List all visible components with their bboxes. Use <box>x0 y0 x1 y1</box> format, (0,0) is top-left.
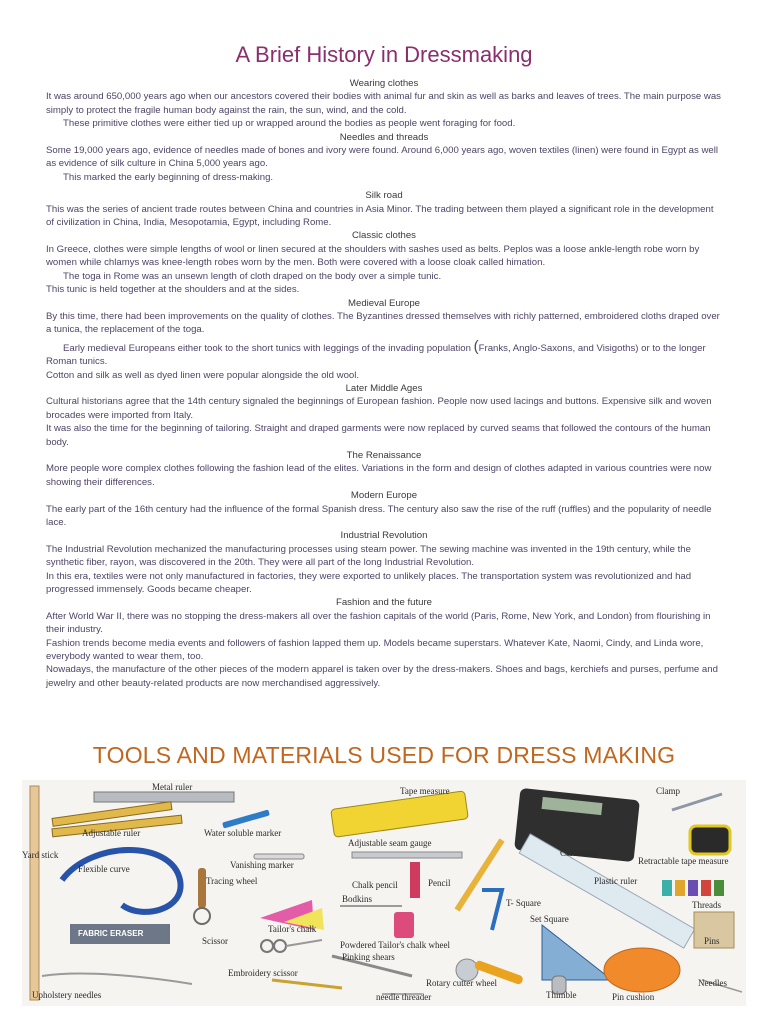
clamp-icon <box>672 794 722 810</box>
tool-label: Thimble <box>546 990 577 1000</box>
paragraph: After World War II, there was no stopping the dress-makers all over the fashion capitals of the world (Paris, Rome, New York, and London) from flourishing in their industry. <box>46 610 711 636</box>
tool-label: T- Square <box>506 898 541 908</box>
tool-label: Metal ruler <box>152 782 193 792</box>
tool-label: FABRIC ERASER <box>78 929 144 938</box>
water-soluble-marker-icon <box>222 810 270 829</box>
paragraph: More people wore complex clothes following the fashion lead of the elites. Variations in the form and design of clothes adapted in various countries were now showing their differences. <box>46 463 712 488</box>
tool-label: Scissor <box>202 936 229 946</box>
tools-illustration <box>22 780 746 1006</box>
chalk-pencil-icon <box>410 862 420 898</box>
section-heading: Classic clothes <box>352 230 416 242</box>
tool-label: Tape measure <box>400 786 450 796</box>
tool-label: Pin cushion <box>612 992 655 1002</box>
paragraph: In Greece, clothes were simple lengths of wool or linen secured at the shoulders with sashes used as belts. Peplos was a loose ankle-length robe worn by women while chlamys was knee-length robes worn by the men. Both were covered with a loose cloak called himation. <box>46 243 700 269</box>
paragraph: This tunic is held together at the shoulders and at the sides. <box>46 284 300 296</box>
section-heading: Medieval Europe <box>348 297 420 309</box>
scissor-icon <box>261 940 322 952</box>
paragraph: Fashion trends become media events and followers of fashion lapped them up. Models became superstars. Whatever Kate, Naomi, Cindy, and Linda wore, everybody wanted to wear them, too. <box>46 637 704 663</box>
tool-label: needle threader <box>376 992 432 1002</box>
tool-label: Water soluble marker <box>204 828 282 838</box>
paragraph: It was around 650,000 years ago when our ancestors covered their bodies with animal fur and skin as well as barks and leaves of trees. The main purpose was simply to protect the fragile human body against the rain, the sun, wind, and the cold. <box>46 91 721 116</box>
paragraph: Cultural historians agree that the 14th century signaled the beginnings of European fashion. People now used lacings and buttons. Expensive silk and woven brocades were imported from Italy. <box>46 396 712 421</box>
paragraph: It was also the time for the beginning of tailoring. Straight and draped garments were now replaced by curved seams that followed the contours of the human body. <box>46 423 711 448</box>
tool-label: Powdered Tailor's chalk wheel <box>340 940 451 950</box>
section-heading: Later Middle Ages <box>345 382 423 394</box>
tool-label: Flexible curve <box>78 864 130 874</box>
set-square-icon <box>542 925 612 980</box>
section-heading: Silk road <box>365 190 403 202</box>
paragraph-part: Franks, Anglo-Saxons, and Visigoths) or to the longer Roman tunics. <box>46 342 706 368</box>
adjustable-seam-gauge-icon <box>352 852 462 858</box>
tool-label: Yard stick <box>22 850 59 860</box>
tool-label: Set Square <box>530 914 569 924</box>
tool-label: Adjustable ruler <box>82 828 141 838</box>
vanishing-marker-icon <box>254 854 304 859</box>
upholstery-needles-icon <box>42 974 192 984</box>
tool-label: Needles <box>698 978 727 988</box>
paragraph <box>46 337 722 369</box>
paragraph: Cotton and silk as well as dyed linen were popular alongside the old wool. <box>46 369 360 381</box>
tool-label: Plastic ruler <box>594 876 638 886</box>
paragraph: The Industrial Revolution mechanized the manufacturing processes using steam power. The sewing machine was invented in the 19th century, while the synthetic fiber, rayon, was discovered in the 20th. They were all part of the long Industrial Revolution. <box>46 543 691 569</box>
paragraph: This was the series of ancient trade routes between China and countries in Asia Minor. The trading between them played a significant role in the development of civilization in China, India, Mesopotamia, Egypt, including Rome. <box>46 203 714 229</box>
tool-label: Tracing wheel <box>206 876 258 886</box>
tool-label: Chalk pencil <box>352 880 398 890</box>
paragraph: Nowadays, the manufacture of the other pieces of the modern apparel is taken over by the dress-makers. Shoes and bags, kerchiefs and purses, perfume and jewelry and other beauty-related products are now merchandised aggressively. <box>46 664 718 689</box>
paragraph-part: Early medieval Europeans either took to the short tunics with leggings of the invading population <box>63 342 471 354</box>
tool-label: Bodkins <box>342 894 373 904</box>
tool-label: Clamp <box>656 786 680 796</box>
tool-label: Tailor's chalk <box>268 924 317 934</box>
paragraph: In this era, textiles were not only manufactured in factories, they were exported to unlikely places. The transportation system was revolutionized and had progressed immensely. Goods became cheaper. <box>46 570 692 596</box>
paragraph: The toga in Rome was an unsewn length of cloth draped on the body over a simple tunic. <box>63 270 442 282</box>
threads-icon <box>662 880 724 896</box>
flexible-curve-icon <box>62 850 181 912</box>
section-heading: Needles and threads <box>339 131 429 143</box>
tools-collage <box>22 780 746 1006</box>
paragraph: The early part of the 16th century had the influence of the formal Spanish dress. The century also saw the rise of the ruff (ruffles) and the popularity of needle lace. <box>46 503 712 528</box>
paragraph: By this time, there had been improvements on the quality of clothes. The Byzantines dressed themselves with richly patterned, embroidered cloths draped over a tunica, the replacement of the toga. <box>46 310 720 336</box>
tool-label: Retractable tape measure <box>638 856 729 866</box>
section-heading: Modern Europe <box>350 490 418 502</box>
tool-label: Pins <box>704 936 720 946</box>
tool-label: Rotary cutter wheel <box>426 978 497 988</box>
tool-label: Threads <box>692 900 721 910</box>
retractable-tape-measure-icon <box>690 826 730 854</box>
metal-ruler-icon <box>94 792 234 802</box>
tool-label: Vanishing marker <box>230 860 294 870</box>
tool-label: Adjustable seam gauge <box>348 838 432 848</box>
tool-label: Pencil <box>428 878 451 888</box>
tool-label: Upholstery needles <box>32 990 102 1000</box>
t-square-icon <box>482 890 502 930</box>
paragraph: These primitive clothes were either tied up or wrapped around the bodies as people went foraging for food. <box>63 118 516 130</box>
section-heading: The Renaissance <box>346 449 422 461</box>
tape-measure-icon <box>331 791 469 838</box>
paragraph: This marked the early beginning of dress-making. <box>63 171 274 183</box>
embroidery-scissor-icon <box>272 980 342 988</box>
tool-label: Calculator <box>560 848 598 858</box>
section-heading: Wearing clothes <box>349 78 419 89</box>
section-heading: Fashion and the future <box>335 597 432 609</box>
section-heading: Industrial Revolution <box>340 530 428 542</box>
history-body <box>46 77 722 690</box>
tool-label: Pinking shears <box>342 952 395 962</box>
tools-heading: TOOLS AND MATERIALS USED FOR DRESS MAKING <box>92 742 676 768</box>
yard-stick-icon <box>30 786 39 1000</box>
pin-cushion-icon <box>604 948 680 992</box>
page-title: A Brief History in Dressmaking <box>235 42 533 67</box>
paragraph: Some 19,000 years ago, evidence of needles made of bones and ivory were found. Around 6,000 years ago, woven textiles (linen) were found in Egypt as well as evidence of silk culture in China 5,000 years ago. <box>46 145 718 170</box>
paren: ( <box>473 337 479 355</box>
pencil-icon <box>457 840 502 910</box>
powdered-chalk-wheel-icon <box>394 912 414 938</box>
tool-label: Embroidery scissor <box>228 968 298 978</box>
